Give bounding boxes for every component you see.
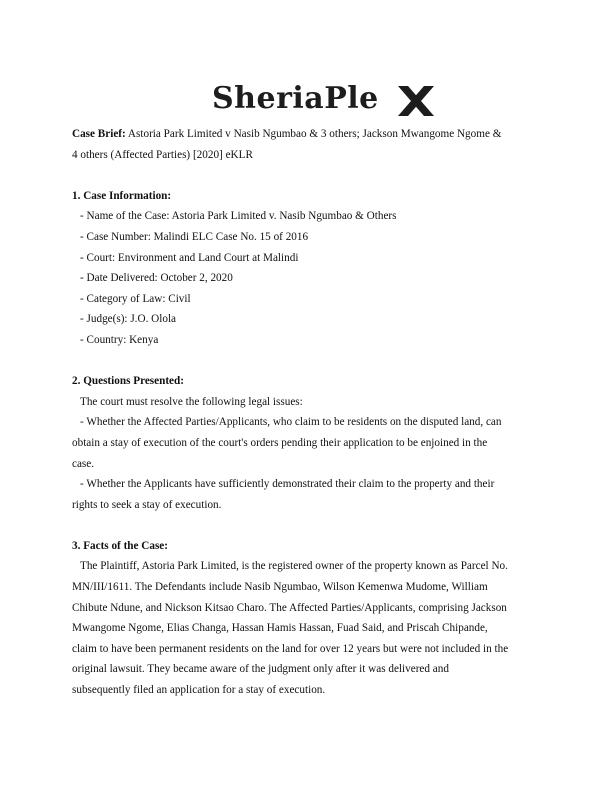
questions-line: The court must resolve the following legal issues: xyxy=(80,395,303,408)
case-brief-line-1 xyxy=(72,124,542,145)
questions-line: case. xyxy=(72,457,95,470)
case-info-item: - Court: Environment and Land Court at Malindi xyxy=(80,251,299,264)
case-brief-label: Case Brief: xyxy=(72,128,126,140)
sheriaplex-logo xyxy=(212,78,442,120)
facts-line: Mwangome Ngome, Elias Changa, Hassan Hamis Hassan, Fuad Said, and Priscah Chipande, xyxy=(72,622,488,635)
facts-line: MN/III/1611. The Defendants include Nasib Ngumbao, Wilson Kemenwa Mudome, William xyxy=(72,581,488,594)
questions-line: - Whether the Applicants have sufficiently demonstrated their claim to the property and their xyxy=(80,478,495,491)
case-info-item: - Category of Law: Civil xyxy=(80,292,191,305)
logo-wordmark: SheriaPle xyxy=(212,81,379,116)
case-info-item: - Judge(s): J.O. Olola xyxy=(80,313,177,326)
questions-line: rights to seek a stay of execution. xyxy=(72,498,222,511)
facts-line: subsequently filed an application for a stay of execution. xyxy=(72,684,326,697)
x-logo-mark-icon xyxy=(396,84,436,118)
case-brief-text: Astoria Park Limited v Nasib Ngumbao & 3 others; Jackson Mwangome Ngome & xyxy=(125,128,502,140)
case-info-item: - Country: Kenya xyxy=(80,333,159,346)
facts-line: original lawsuit. They became aware of the judgment only after it was delivered and xyxy=(72,663,449,676)
section-heading-facts: 3. Facts of the Case: xyxy=(72,539,169,552)
section-heading-case-information: 1. Case Information: xyxy=(72,189,172,202)
facts-line: Chibute Ndune, and Nickson Kitsao Charo. The Affected Parties/Applicants, comprising Jackson xyxy=(72,601,507,614)
case-info-item: - Date Delivered: October 2, 2020 xyxy=(80,272,233,285)
case-brief-line-2: 4 others (Affected Parties) [2020] eKLR xyxy=(72,148,253,161)
case-info-item: - Case Number: Malindi ELC Case No. 15 of 2016 xyxy=(80,230,309,243)
case-info-item: - Name of the Case: Astoria Park Limited v. Nasib Ngumbao & Others xyxy=(80,210,397,223)
document-body xyxy=(72,124,542,701)
section-heading-questions-presented: 2. Questions Presented: xyxy=(72,375,184,388)
questions-line: - Whether the Affected Parties/Applicants, who claim to be residents on the disputed land, can xyxy=(80,416,502,429)
facts-line: The Plaintiff, Astoria Park Limited, is the registered owner of the property known as Parcel No. xyxy=(80,560,508,573)
facts-line: claim to have been permanent residents on the land for over 12 years but were not included in the xyxy=(72,642,509,655)
questions-line: obtain a stay of execution of the court's orders pending their application to be enjoined in the xyxy=(72,436,488,449)
